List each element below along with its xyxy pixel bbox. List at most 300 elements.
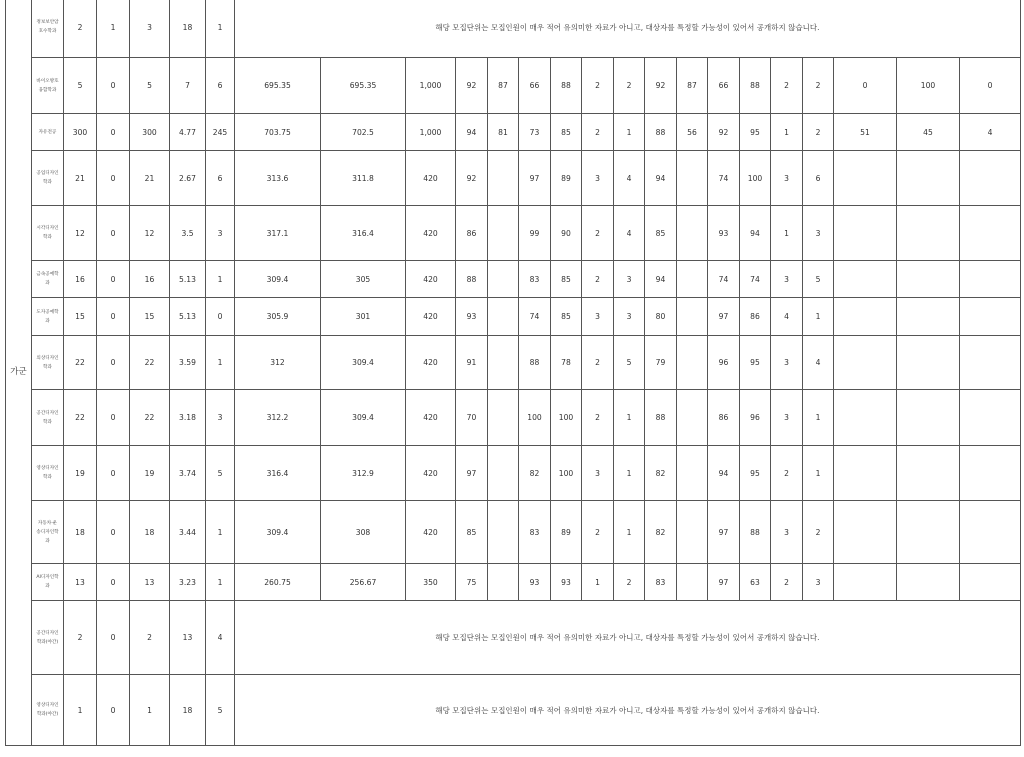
table-cell: 94 [708,446,740,501]
table-cell: 5 [206,675,235,746]
table-cell: 66 [519,58,551,114]
table-row [6,601,1021,675]
table-cell [897,501,960,564]
table-cell: 2 [803,501,834,564]
table-cell: 100 [740,151,771,206]
table-cell [897,298,960,336]
table-cell: 63 [740,564,771,601]
table-cell: 88 [645,390,677,446]
table-cell [677,206,708,261]
table-cell [897,206,960,261]
table-cell: 94 [645,151,677,206]
table-cell: 80 [645,298,677,336]
table-cell [677,261,708,298]
table-cell: 3.59 [170,336,206,390]
table-cell [488,501,519,564]
table-cell: 300 [130,114,170,151]
table-cell: 97 [708,501,740,564]
table-cell: 93 [519,564,551,601]
table-cell: 420 [406,261,456,298]
table-cell: 3 [614,261,645,298]
table-cell: 93 [456,298,488,336]
table-cell [488,390,519,446]
table-cell: 308 [321,501,406,564]
table-cell: 312.9 [321,446,406,501]
table-cell: 2 [803,114,834,151]
table-cell: 300 [64,114,97,151]
table-cell: 74 [740,261,771,298]
table-cell: 2 [771,446,803,501]
table-cell [488,206,519,261]
table-cell: 15 [130,298,170,336]
table-row [6,390,1021,446]
table-cell: 0 [97,675,130,746]
table-cell: 97 [519,151,551,206]
table-cell: 1 [206,261,235,298]
table-cell: 13 [64,564,97,601]
table-cell: 3 [771,261,803,298]
table-cell: 56 [677,114,708,151]
table-cell: 18 [64,501,97,564]
table-cell: 92 [708,114,740,151]
table-cell: 19 [130,446,170,501]
table-cell: 88 [519,336,551,390]
table-cell: 94 [456,114,488,151]
table-cell: 21 [64,151,97,206]
table-row [6,501,1021,564]
table-cell: 22 [130,336,170,390]
table-cell: 3 [614,298,645,336]
table-body [6,0,1021,746]
table-cell [488,446,519,501]
table-cell: 21 [130,151,170,206]
table-cell: 1 [206,564,235,601]
table-cell: 420 [406,446,456,501]
table-cell: 420 [406,390,456,446]
table-cell: 88 [740,501,771,564]
table-cell: 312.2 [235,390,321,446]
table-row [6,446,1021,501]
table-cell: 12 [64,206,97,261]
unit-name: 영상디자인학과(야간) [32,675,64,746]
table-cell: 3.74 [170,446,206,501]
table-cell: 88 [551,58,582,114]
nondisclosure-notice: 해당 모집단위는 모집인원이 매우 적어 유의미한 자료가 아니고, 대상자를 특정할 가능성이 있어서 공개하지 않습니다. [235,675,1021,746]
table-cell [960,336,1021,390]
table-cell: 96 [740,390,771,446]
table-cell: 309.4 [235,501,321,564]
table-cell [834,336,897,390]
table-cell: 1 [64,675,97,746]
table-cell: 420 [406,298,456,336]
table-cell: 100 [519,390,551,446]
table-cell: 95 [740,114,771,151]
table-cell: 74 [708,261,740,298]
group-label: 가군 [6,0,32,746]
table-cell: 1 [130,675,170,746]
table-cell: 89 [551,501,582,564]
unit-name: 영상디자인학과 [32,446,64,501]
table-cell [960,564,1021,601]
table-cell: 2 [582,206,614,261]
table-cell: 81 [488,114,519,151]
table-cell [677,336,708,390]
table-cell [897,261,960,298]
table-cell: 3 [771,151,803,206]
unit-name: 자동차·운송디자인학과 [32,501,64,564]
table-cell: 86 [740,298,771,336]
table-cell: 0 [97,114,130,151]
table-cell: 0 [97,601,130,675]
table-cell: 6 [803,151,834,206]
table-cell: 51 [834,114,897,151]
table-row [6,564,1021,601]
table-cell: 88 [740,58,771,114]
table-cell: 420 [406,206,456,261]
table-cell: 0 [97,501,130,564]
unit-name: 공간디자인학과 [32,390,64,446]
table-cell: 87 [488,58,519,114]
table-cell: 1 [582,564,614,601]
table-cell: 4 [803,336,834,390]
table-cell: 703.75 [235,114,321,151]
unit-name: 의상디자인학과 [32,336,64,390]
table-cell: 4 [960,114,1021,151]
table-cell: 309.4 [235,261,321,298]
table-cell: 305.9 [235,298,321,336]
table-cell: 301 [321,298,406,336]
unit-name: 금속공예학과 [32,261,64,298]
nondisclosure-notice: 해당 모집단위는 모집인원이 매우 적어 유의미한 자료가 아니고, 대상자를 특정할 가능성이 있어서 공개하지 않습니다. [235,601,1021,675]
table-cell [834,564,897,601]
table-cell: 19 [64,446,97,501]
table-cell [834,446,897,501]
table-cell: 1 [614,390,645,446]
table-cell: 86 [708,390,740,446]
table-cell: 1,000 [406,58,456,114]
table-cell [677,151,708,206]
table-cell: 88 [645,114,677,151]
table-cell: 22 [64,336,97,390]
table-cell [960,501,1021,564]
table-cell: 2 [64,0,97,58]
table-cell [488,564,519,601]
table-cell: 7 [170,58,206,114]
table-cell: 13 [130,564,170,601]
table-cell: 695.35 [235,58,321,114]
table-cell: 5 [64,58,97,114]
table-cell: 0 [206,298,235,336]
unit-name: 시각디자인학과 [32,206,64,261]
table-cell: 2 [582,261,614,298]
table-cell: 2 [614,58,645,114]
table-cell: 256.67 [321,564,406,601]
table-cell [677,390,708,446]
table-cell [960,298,1021,336]
table-cell: 2.67 [170,151,206,206]
table-cell: 1 [803,446,834,501]
table-cell: 73 [519,114,551,151]
table-cell: 13 [170,601,206,675]
table-cell: 45 [897,114,960,151]
table-cell: 1 [614,446,645,501]
table-cell: 93 [551,564,582,601]
table-cell: 75 [456,564,488,601]
table-cell [834,261,897,298]
table-cell: 1 [803,298,834,336]
table-cell: 0 [97,446,130,501]
table-cell: 97 [708,298,740,336]
table-cell: 4 [206,601,235,675]
table-cell [960,206,1021,261]
table-cell: 4 [614,206,645,261]
table-cell: 1 [614,114,645,151]
table-cell: 82 [645,446,677,501]
nondisclosure-notice: 해당 모집단위는 모집인원이 매우 적어 유의미한 자료가 아니고, 대상자를 특정할 가능성이 있어서 공개하지 않습니다. [235,0,1021,58]
unit-name: 도자공예학과 [32,298,64,336]
table-cell: 92 [456,151,488,206]
table-cell: 94 [740,206,771,261]
table-cell: 3 [803,206,834,261]
table-cell: 0 [97,336,130,390]
table-cell [488,336,519,390]
table-cell [960,390,1021,446]
table-cell: 316.4 [235,446,321,501]
table-cell: 2 [582,501,614,564]
table-cell: 74 [708,151,740,206]
table-row [6,298,1021,336]
table-cell: 1 [206,501,235,564]
table-cell: 0 [834,58,897,114]
table-cell: 85 [645,206,677,261]
table-cell [488,261,519,298]
table-cell: 100 [551,446,582,501]
table-row [6,0,1021,58]
table-cell: 95 [740,336,771,390]
table-cell [897,564,960,601]
table-cell [897,390,960,446]
unit-name: 바이오방호융합학과 [32,58,64,114]
table-cell: 3.44 [170,501,206,564]
table-cell: 18 [170,0,206,58]
table-row [6,336,1021,390]
table-cell [960,151,1021,206]
table-cell: 5 [803,261,834,298]
table-cell: 1 [614,501,645,564]
table-cell [834,390,897,446]
unit-name: 정보보안암호수학과 [32,0,64,58]
table-cell: 3 [206,390,235,446]
table-cell: 3 [582,298,614,336]
table-cell: 74 [519,298,551,336]
table-cell: 313.6 [235,151,321,206]
table-cell: 5.13 [170,298,206,336]
table-cell [677,446,708,501]
table-cell: 0 [97,151,130,206]
table-cell: 2 [582,114,614,151]
table-cell: 311.8 [321,151,406,206]
table-cell: 85 [551,261,582,298]
table-cell: 702.5 [321,114,406,151]
table-cell [834,206,897,261]
table-cell: 695.35 [321,58,406,114]
table-cell: 4.77 [170,114,206,151]
table-cell: 85 [551,114,582,151]
table-cell: 2 [64,601,97,675]
table-row [6,675,1021,746]
table-cell: 350 [406,564,456,601]
table-cell: 5 [614,336,645,390]
table-cell: 5.13 [170,261,206,298]
table-cell: 100 [897,58,960,114]
table-cell: 18 [170,675,206,746]
table-cell: 3 [130,0,170,58]
table-cell: 1 [771,114,803,151]
table-cell: 3 [771,501,803,564]
table-cell: 305 [321,261,406,298]
table-cell: 96 [708,336,740,390]
table-cell: 12 [130,206,170,261]
table-cell: 4 [771,298,803,336]
table-cell: 0 [97,206,130,261]
table-cell: 82 [645,501,677,564]
table-cell: 85 [456,501,488,564]
table-cell: 1 [803,390,834,446]
table-cell: 1 [206,0,235,58]
table-cell: 88 [456,261,488,298]
table-cell: 2 [130,601,170,675]
admissions-results-table [5,0,1021,746]
table-cell: 260.75 [235,564,321,601]
table-cell: 420 [406,336,456,390]
table-cell: 0 [97,390,130,446]
table-cell: 86 [456,206,488,261]
table-cell: 0 [97,564,130,601]
table-cell: 3 [771,390,803,446]
table-cell: 316.4 [321,206,406,261]
table-cell: 83 [645,564,677,601]
table-cell: 92 [645,58,677,114]
table-cell: 94 [645,261,677,298]
table-cell: 1 [771,206,803,261]
table-cell: 91 [456,336,488,390]
table-cell: 93 [708,206,740,261]
table-cell: 0 [97,298,130,336]
unit-name: 공간디자인학과(야간) [32,601,64,675]
table-cell: 309.4 [321,336,406,390]
unit-name: 자유전공 [32,114,64,151]
table-cell: 18 [130,501,170,564]
table-cell: 97 [456,446,488,501]
table-cell: 0 [97,58,130,114]
table-cell: 83 [519,261,551,298]
table-cell [834,151,897,206]
table-cell: 22 [64,390,97,446]
table-cell: 89 [551,151,582,206]
table-cell: 82 [519,446,551,501]
table-cell: 312 [235,336,321,390]
table-cell [677,501,708,564]
table-cell: 5 [130,58,170,114]
table-cell: 3.18 [170,390,206,446]
table-cell [960,446,1021,501]
table-cell [488,298,519,336]
table-cell: 420 [406,501,456,564]
table-row [6,114,1021,151]
table-cell: 87 [677,58,708,114]
table-cell: 100 [551,390,582,446]
table-cell: 2 [614,564,645,601]
table-cell: 2 [771,564,803,601]
table-cell: 5 [206,446,235,501]
table-cell: 92 [456,58,488,114]
table-cell: 0 [97,261,130,298]
table-row [6,261,1021,298]
table-cell: 66 [708,58,740,114]
table-cell: 70 [456,390,488,446]
table-row [6,206,1021,261]
table-cell: 15 [64,298,97,336]
table-cell: 3 [206,206,235,261]
table-row [6,151,1021,206]
table-cell: 245 [206,114,235,151]
unit-name: AI디자인학과 [32,564,64,601]
table-cell [897,151,960,206]
table-cell: 2 [582,336,614,390]
table-cell: 99 [519,206,551,261]
table-cell: 22 [130,390,170,446]
table-cell: 3 [582,446,614,501]
table-row [6,58,1021,114]
table-cell [488,151,519,206]
table-cell: 317.1 [235,206,321,261]
table-cell [677,564,708,601]
table-cell: 1 [97,0,130,58]
table-cell: 2 [582,58,614,114]
table-cell: 95 [740,446,771,501]
table-cell: 79 [645,336,677,390]
table-cell [960,261,1021,298]
unit-name: 공업디자인학과 [32,151,64,206]
table-cell: 3 [803,564,834,601]
table-cell: 2 [771,58,803,114]
table-cell: 3.5 [170,206,206,261]
table-cell: 6 [206,58,235,114]
table-cell: 3.23 [170,564,206,601]
table-cell: 1 [206,336,235,390]
table-cell: 3 [582,151,614,206]
table-cell: 16 [64,261,97,298]
table-cell: 78 [551,336,582,390]
table-cell: 97 [708,564,740,601]
table-cell: 16 [130,261,170,298]
table-cell [897,446,960,501]
table-cell: 309.4 [321,390,406,446]
table-cell: 1,000 [406,114,456,151]
table-cell: 0 [960,58,1021,114]
table-cell: 2 [582,390,614,446]
table-cell: 83 [519,501,551,564]
table-cell: 6 [206,151,235,206]
table-cell: 85 [551,298,582,336]
table-cell [677,298,708,336]
table-cell: 2 [803,58,834,114]
table-cell [834,501,897,564]
table-cell: 420 [406,151,456,206]
table-cell [834,298,897,336]
table-cell: 4 [614,151,645,206]
table-cell: 3 [771,336,803,390]
